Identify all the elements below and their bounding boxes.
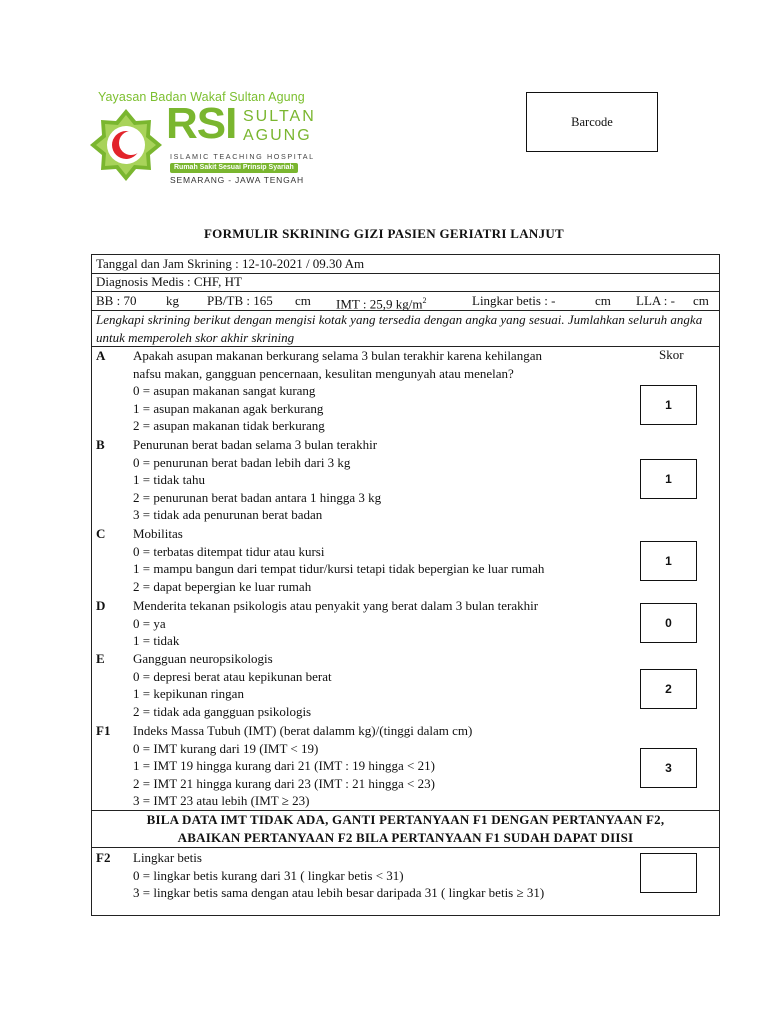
logo-name-line1: SULTAN [243, 108, 316, 125]
question-e-option: 1 = kepikunan ringan [133, 686, 244, 701]
score-box-d[interactable]: 0 [640, 603, 697, 643]
logo-rsi-wordmark: RSI [166, 99, 237, 148]
barcode-box [526, 92, 658, 152]
logo-city: SEMARANG - JAWA TENGAH [170, 175, 304, 185]
height-unit: cm [295, 293, 311, 308]
medical-diagnosis: Diagnosis Medis : CHF, HT [96, 274, 242, 289]
question-d-option: 0 = ya [133, 615, 166, 631]
question-f2-option: 0 = lingkar betis kurang dari 31 ( lingkar betis < 31) [133, 867, 404, 883]
height-value: PB/TB : 165 [207, 293, 273, 308]
question-d-option: 1 = tidak [133, 633, 180, 648]
question-label-a: A [96, 348, 106, 363]
question-d-line: Menderita tekanan psikologis atau penyakit yang berat dalam 3 bulan terakhir [133, 598, 539, 613]
question-label-d: D [96, 598, 106, 613]
score-column-header: Skor [659, 347, 684, 362]
score-box-f1[interactable]: 3 [640, 748, 697, 788]
question-a-line: Apakah asupan makanan berkurang selama 3 bulan terakhir karena kehilangan [133, 348, 542, 363]
question-a-option: 1 = asupan makanan agak berkurang [133, 400, 324, 416]
logo-subtitle: ISLAMIC TEACHING HOSPITAL [170, 152, 315, 161]
question-c [133, 525, 544, 595]
calf-circumference-value: Lingkar betis : - [472, 293, 556, 308]
question-label-e: E [96, 651, 105, 666]
question-label-b: B [96, 437, 105, 452]
question-f1-line: Indeks Massa Tubuh (IMT) (berat dalamm kg)/(tinggi dalam cm) [133, 723, 473, 738]
question-f2-option: 3 = lingkar betis sama dengan atau lebih besar daripada 31 ( lingkar betis ≥ 31) [133, 885, 545, 900]
question-label-f1: F1 [96, 723, 111, 738]
question-b-option: 1 = tidak tahu [133, 472, 205, 487]
question-c-option: 2 = dapat bepergian ke luar rumah [133, 578, 312, 594]
weight-unit: kg [166, 293, 179, 308]
question-b-line: Penurunan berat badan selama 3 bulan terakhir [133, 437, 378, 452]
question-e [133, 650, 332, 720]
instruction-text: Lengkapi skrining berikut dengan mengisi kotak yang tersedia dengan angka yang sesuai. Jumlahkan seluruh angka untuk memperoleh skor akhir skrining [96, 312, 703, 345]
score-box-f2[interactable] [640, 853, 697, 893]
question-f2 [133, 849, 544, 902]
note-line: BILA DATA IMT TIDAK ADA, GANTI PERTANYAAN F1 DENGAN PERTANYAAN F2, [146, 812, 665, 827]
lla-value: LLA : - [636, 293, 675, 308]
question-a-line: nafsu makan, gangguan pencernaan, kesulitan mengunyah atau menelan? [133, 365, 514, 381]
question-f1 [133, 722, 472, 810]
score-box-a[interactable]: 1 [640, 385, 697, 425]
score-box-e[interactable]: 2 [640, 669, 697, 709]
question-f1-option: 2 = IMT 21 hingga kurang dari 23 (IMT : 21 hingga < 23) [133, 775, 435, 791]
calf-circumference-unit: cm [595, 293, 611, 308]
question-b-option: 2 = penurunan berat badan antara 1 hingga 3 kg [133, 489, 382, 505]
question-f1-option: 0 = IMT kurang dari 19 (IMT < 19) [133, 740, 319, 756]
question-f1-option: 1 = IMT 19 hingga kurang dari 21 (IMT : 19 hingga < 21) [133, 758, 435, 773]
question-b-option: 0 = penurunan berat badan lebih dari 3 kg [133, 454, 351, 470]
question-a-option: 2 = asupan makanan tidak berkurang [133, 418, 325, 433]
row-divider [91, 847, 720, 848]
score-box-b[interactable]: 1 [640, 459, 697, 499]
question-a-option: 0 = asupan makanan sangat kurang [133, 383, 316, 398]
question-label-c: C [96, 526, 106, 541]
question-e-option: 0 = depresi berat atau kepikunan berat [133, 668, 332, 684]
barcode-label: Barcode [571, 114, 613, 129]
weight-value: BB : 70 [96, 293, 137, 308]
logo-name-line2: AGUNG [243, 127, 312, 144]
question-a [133, 347, 542, 435]
question-c-option: 0 = terbatas ditempat tidur atau kursi [133, 543, 325, 559]
imt-instruction-note [91, 811, 720, 847]
question-b [133, 436, 381, 524]
bmi-value: IMT : 25,9 $kg/m^2$ [336, 296, 427, 312]
screening-datetime: Tanggal dan Jam Skrining : 12-10-2021 / 09.30 Am [96, 256, 365, 271]
question-b-option: 3 = tidak ada penurunan berat badan [133, 507, 323, 522]
question-label-f2: F2 [96, 850, 111, 865]
question-f1-option: 3 = IMT 23 atau lebih (IMT ≥ 23) [133, 793, 310, 808]
note-line: ABAIKAN PERTANYAAN F2 BILA PERTANYAAN F1 SUDAH DAPAT DIISI [177, 830, 634, 845]
hospital-logo [88, 88, 318, 188]
question-e-line: Gangguan neuropsikologis [133, 651, 273, 666]
question-d [133, 597, 538, 650]
logo-foundation-name: Yayasan Badan Wakaf Sultan Agung [98, 90, 305, 104]
question-c-line: Mobilitas [133, 526, 183, 541]
score-box-c[interactable]: 1 [640, 541, 697, 581]
lla-unit: cm [693, 293, 709, 308]
logo-tagline: Rumah Sakit Sesuai Prinsip Syariah [170, 163, 298, 173]
rsi-emblem-icon [88, 107, 164, 183]
question-c-option: 1 = mampu bangun dari tempat tidur/kursi tetapi tidak bepergian ke luar rumah [133, 561, 545, 576]
form-title: FORMULIR SKRINING GIZI PASIEN GERIATRI LANJUT [203, 226, 565, 241]
question-f2-line: Lingkar betis [133, 850, 202, 865]
question-e-option: 2 = tidak ada gangguan psikologis [133, 703, 312, 719]
